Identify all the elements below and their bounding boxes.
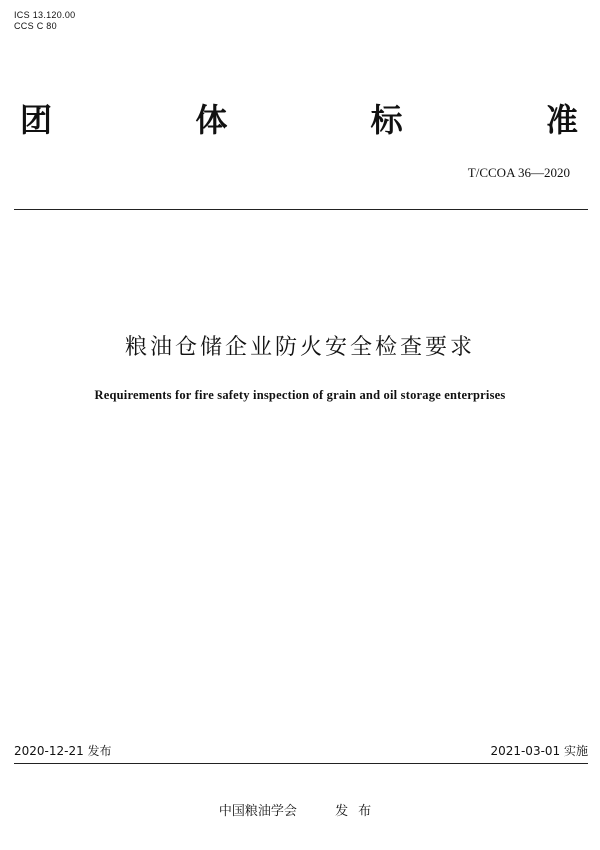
ccs-code: CCS C 80 [14, 21, 57, 31]
doc-type-char: 团 [20, 101, 53, 139]
title-chinese: 粮油仓储企业防火安全检查要求 [124, 335, 475, 360]
publisher-line [0, 800, 600, 819]
implementation-date: 2021-03-01 实施 [490, 744, 588, 758]
classification-codes [14, 10, 75, 32]
doc-type-char: 标 [370, 101, 403, 139]
bottom-divider [14, 763, 588, 764]
standard-number: T/CCOA 36—2020 [467, 165, 570, 180]
title-english: Requirements for fire safety inspection of grain and oil storage enterprises [94, 388, 506, 402]
ics-code: ICS 13.120.00 [14, 10, 76, 20]
publisher-org: 中国粮油学会 [218, 804, 297, 819]
doc-type-char: 准 [545, 101, 578, 139]
document-type-heading [20, 100, 578, 140]
doc-type-char: 体 [195, 101, 228, 139]
publish-word: 发布 [335, 804, 382, 819]
issue-date: 2020-12-21 发布 [14, 744, 112, 758]
top-divider [14, 209, 588, 210]
